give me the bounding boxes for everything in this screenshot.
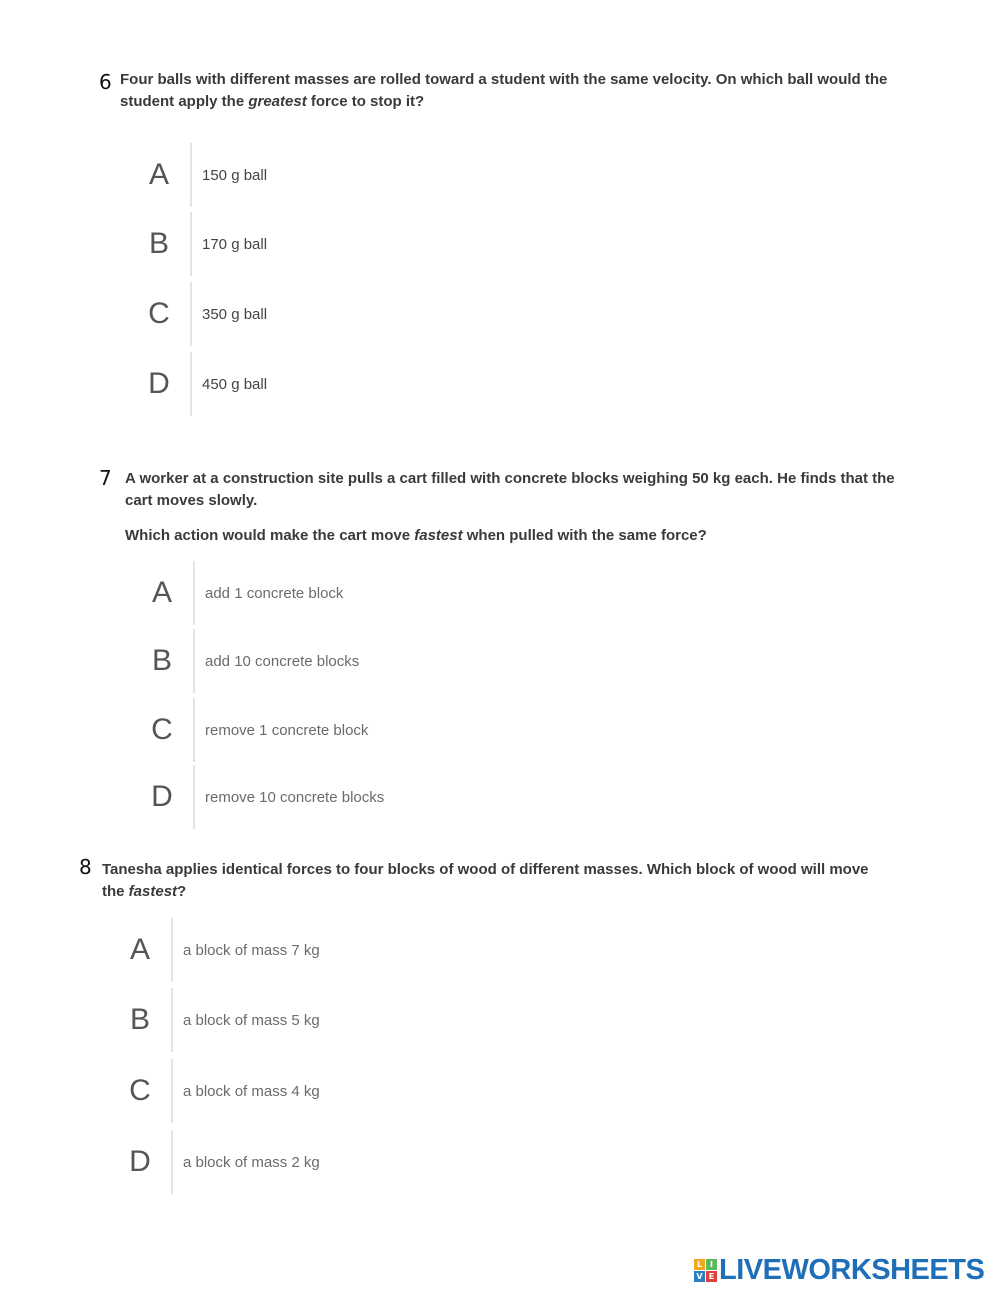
option-letter: C [148,297,170,330]
option-text: a block of mass 5 kg [183,1011,320,1029]
option-text: a block of mass 2 kg [183,1153,320,1171]
option-letter: B [151,644,172,677]
option-text: remove 10 concrete blocks [205,788,385,806]
option-letter: D [148,367,170,400]
option-divider [171,988,173,1052]
option-divider [190,282,192,346]
answer-option[interactable] [137,698,557,762]
option-text: a block of mass 7 kg [183,941,320,959]
option-divider [193,698,195,762]
logo-mark-icon [694,1259,717,1282]
option-divider [171,1059,173,1123]
option-divider [193,765,195,829]
option-text: 170 g ball [202,235,268,253]
option-text: remove 1 concrete block [205,721,369,739]
option-divider [193,561,195,625]
option-text: a block of mass 4 kg [183,1082,320,1100]
option-letter: D [151,780,173,813]
logo-mark-cell: L [694,1259,705,1270]
answer-option[interactable] [134,282,554,346]
question-number: 7 [99,466,112,490]
question-text: A worker at a construction site pulls a cart filled with concrete blocks weighing 50 kg each. He finds that the cart moves slowly. [125,470,895,509]
option-letter: B [129,1003,150,1036]
option-text: add 10 concrete blocks [205,652,360,670]
option-letter: C [129,1074,151,1107]
option-divider [190,352,192,416]
option-text: 450 g ball [202,375,268,393]
answer-option[interactable] [115,918,535,982]
option-letter: A [151,576,172,609]
logo-mark-cell: E [706,1271,717,1282]
answer-option[interactable] [137,561,557,625]
option-divider [171,1130,173,1194]
option-letter: D [129,1145,151,1178]
option-text: 350 g ball [202,305,268,323]
option-text: 150 g ball [202,166,268,184]
option-divider [171,918,173,982]
question-text: Tanesha applies identical forces to four blocks of wood of different masses. Which block of wood will move the fastest? [102,861,869,900]
logo-text: LIVEWORKSHEETS [719,1253,985,1286]
answer-option[interactable] [134,212,554,276]
question-number: 8 [79,855,92,879]
liveworksheets-logo [694,1255,984,1285]
question-text: Four balls with different masses are rolled toward a student with the same velocity. On which ball would the student apply the greatest force to stop it? [120,71,888,110]
answer-option[interactable] [115,1059,535,1123]
question-prompt: Which action would make the cart move fastest when pulled with the same force? [125,527,707,544]
question-number: 6 [99,70,112,94]
answer-option[interactable] [134,352,554,416]
answer-option[interactable] [137,629,557,693]
option-letter: C [151,713,173,746]
option-letter: A [148,158,169,191]
option-divider [193,629,195,693]
option-letter: A [129,933,150,966]
answer-option[interactable] [137,765,557,829]
option-divider [190,212,192,276]
logo-mark-cell: I [706,1259,717,1270]
answer-option[interactable] [134,143,554,207]
logo-mark-cell: V [694,1271,705,1282]
option-divider [190,143,192,207]
option-letter: B [148,227,169,260]
answer-option[interactable] [115,988,535,1052]
answer-option[interactable] [115,1130,535,1194]
option-text: add 1 concrete block [205,584,344,602]
